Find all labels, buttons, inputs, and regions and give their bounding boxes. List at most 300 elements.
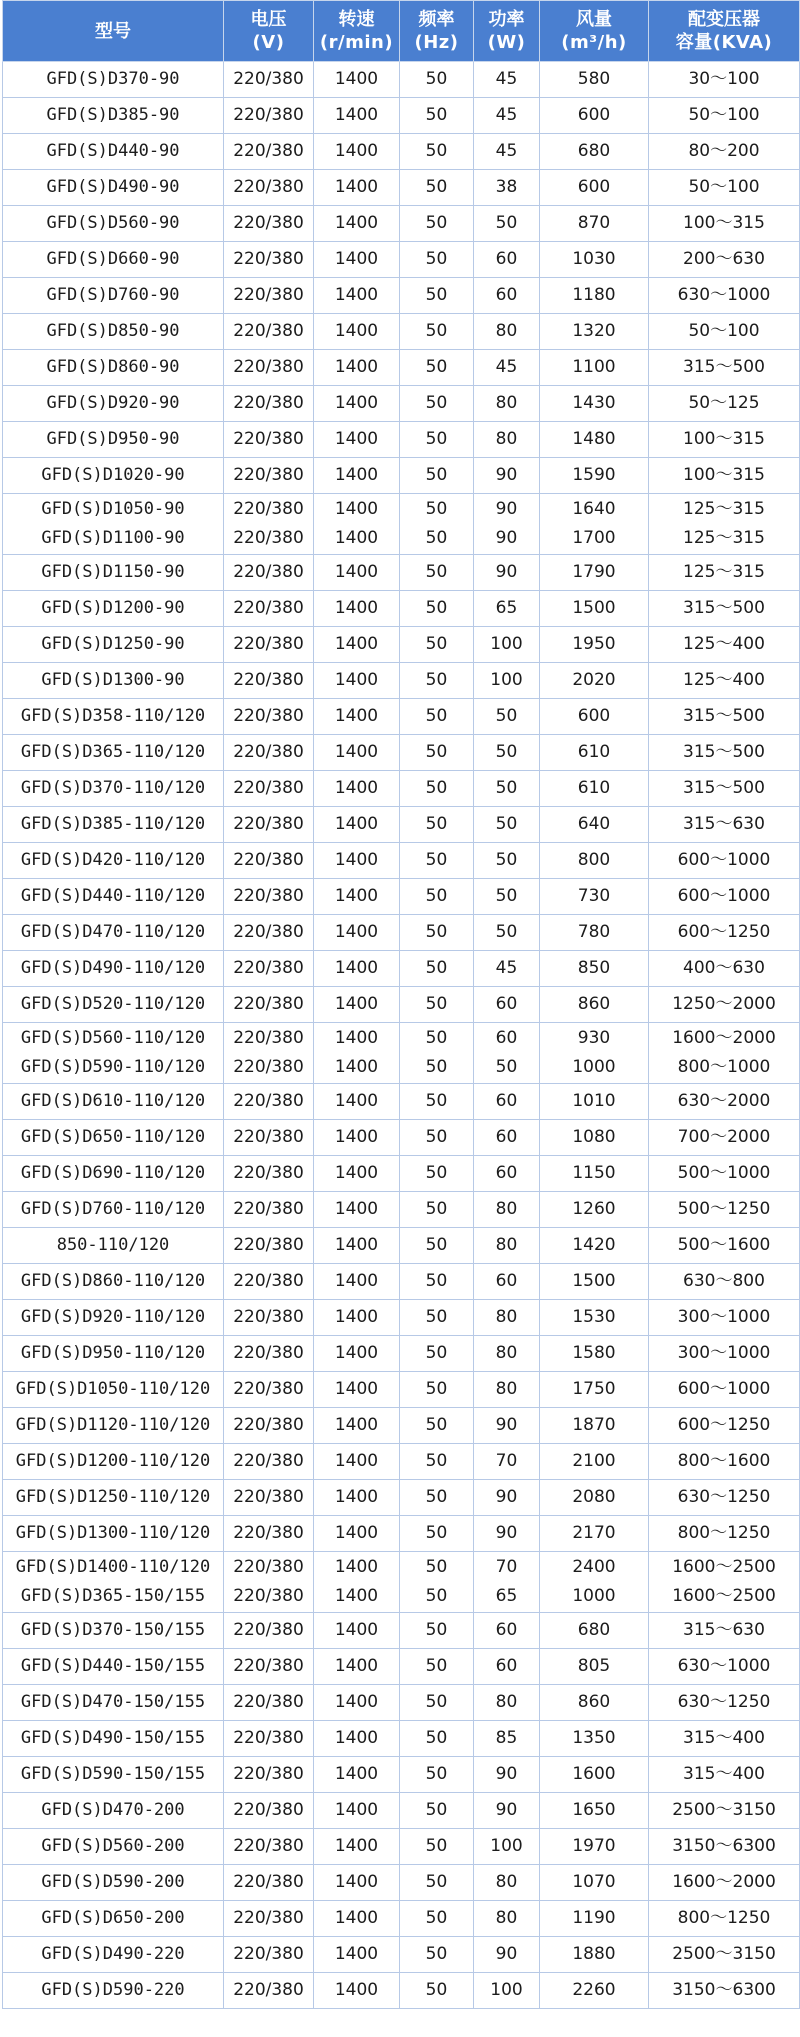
cell-text: 1400 (334, 1800, 379, 1820)
table-row (3, 206, 800, 242)
cell-text: 315～500 (683, 598, 765, 618)
spec-table (2, 0, 800, 2009)
cell-text: 220/380 (233, 922, 304, 942)
cell-text: 1400 (334, 1271, 379, 1291)
cell-text: 125～315 (683, 499, 765, 519)
cell-text: 2500～3150 (672, 1800, 776, 1820)
header-voltage (224, 1, 314, 62)
cell-text: 100～315 (683, 429, 765, 449)
cell-text: 1400 (334, 528, 379, 548)
cell-text: 90 (495, 1944, 518, 1964)
header-airflow (540, 1, 649, 62)
airflow-cell (540, 951, 649, 987)
frequency-cell (400, 1516, 474, 1552)
cell-text: 315～500 (683, 706, 765, 726)
cell-text: 50 (425, 1307, 448, 1327)
cell-text: 630～1250 (677, 1692, 771, 1712)
power-cell (474, 206, 540, 242)
cell-text: 45 (495, 105, 518, 125)
cell-text: 220/380 (233, 1451, 304, 1471)
model-cell (3, 987, 224, 1023)
frequency-cell (400, 915, 474, 951)
cell-text: 125～315 (683, 562, 765, 582)
airflow-cell (540, 1901, 649, 1937)
frequency-cell (400, 1613, 474, 1649)
cell-text: 50 (425, 249, 448, 269)
speed-cell (314, 1156, 400, 1192)
power-cell (474, 98, 540, 134)
cell-text: 38 (495, 177, 518, 197)
frequency-cell (400, 98, 474, 134)
cell-text: 65 (495, 598, 518, 618)
cell-text: 80 (495, 1692, 518, 1712)
transformer-cell (649, 1901, 800, 1937)
model-cell (3, 1937, 224, 1973)
power-cell (474, 1516, 540, 1552)
cell-text: 50 (425, 598, 448, 618)
transformer-cell (649, 242, 800, 278)
airflow-cell (540, 915, 649, 951)
airflow-cell (540, 1865, 649, 1901)
power-cell (474, 1685, 540, 1721)
voltage-cell (224, 735, 314, 771)
header-model (3, 1, 224, 62)
cell-text: GFD(S)D860-110/120 (20, 1271, 206, 1291)
cell-text: 600～1250 (677, 922, 771, 942)
cell-text: 50 (425, 922, 448, 942)
table-row (3, 1300, 800, 1336)
airflow-cell (540, 735, 649, 771)
cell-text: 870 (577, 213, 611, 233)
model-cell (3, 1516, 224, 1552)
table-row (3, 771, 800, 807)
transformer-cell (649, 62, 800, 98)
cell-text: 50 (425, 958, 448, 978)
cell-text: GFD(S)D470-110/120 (20, 922, 206, 942)
cell-text: 50 (425, 634, 448, 654)
table-row (3, 242, 800, 278)
speed-cell (314, 242, 400, 278)
power-cell (474, 422, 540, 458)
transformer-cell (649, 1336, 800, 1372)
cell-text: 860 (577, 994, 611, 1014)
frequency-cell (400, 1937, 474, 1973)
cell-text: GFD(S)D1400-110/120 (15, 1557, 211, 1577)
voltage-cell (224, 1336, 314, 1372)
cell-text: 70 (495, 1557, 518, 1577)
power-cell (474, 915, 540, 951)
cell-text: 50 (425, 1692, 448, 1712)
model-cell (3, 1757, 224, 1793)
airflow-cell (540, 278, 649, 314)
cell-text: 1400 (334, 634, 379, 654)
cell-text: 60 (495, 1028, 518, 1048)
cell-text: 1400 (334, 1379, 379, 1399)
model-cell (3, 1649, 224, 1685)
cell-text: 60 (495, 1271, 518, 1291)
cell-text: GFD(S)D860-90 (46, 357, 180, 377)
speed-cell (314, 1901, 400, 1937)
cell-text: 600 (577, 177, 611, 197)
model-cell (3, 1721, 224, 1757)
voltage-cell (224, 1793, 314, 1829)
frequency-cell (400, 843, 474, 879)
cell-text: GFD(S)D365-110/120 (20, 742, 206, 762)
airflow-cell (540, 1793, 649, 1829)
table-row (3, 1793, 800, 1829)
header-frequency-unit: (Hz) (414, 32, 459, 53)
cell-text: 125～315 (683, 528, 765, 548)
cell-text: 50 (425, 1764, 448, 1784)
voltage-cell (224, 1757, 314, 1793)
airflow-cell (540, 771, 649, 807)
header-speed (314, 1, 400, 62)
transformer-cell (649, 1444, 800, 1480)
cell-text: 100～315 (683, 465, 765, 485)
cell-text: 1400 (334, 706, 379, 726)
cell-text: 1400 (334, 393, 379, 413)
cell-text: 610 (577, 742, 611, 762)
cell-text: 1400 (334, 1836, 379, 1856)
power-cell (474, 951, 540, 987)
model-cell (3, 1444, 224, 1480)
cell-text: 220/380 (233, 1379, 304, 1399)
transformer-cell (649, 98, 800, 134)
cell-text: 90 (495, 1415, 518, 1435)
cell-text: 1750 (572, 1379, 616, 1399)
cell-text: 60 (495, 249, 518, 269)
cell-text: 50 (425, 1523, 448, 1543)
cell-text: GFD(S)D1250-90 (41, 634, 185, 654)
cell-text: 70 (495, 1451, 518, 1471)
cell-text: 1400 (334, 1586, 379, 1606)
table-row (3, 1023, 800, 1084)
frequency-cell (400, 771, 474, 807)
frequency-cell (400, 1264, 474, 1300)
cell-text: 60 (495, 285, 518, 305)
speed-cell (314, 98, 400, 134)
cell-text: 50 (425, 1728, 448, 1748)
voltage-cell (224, 663, 314, 699)
frequency-cell (400, 1192, 474, 1228)
cell-text: GFD(S)D920-110/120 (20, 1307, 206, 1327)
power-cell (474, 1264, 540, 1300)
airflow-cell (540, 1156, 649, 1192)
speed-cell (314, 1228, 400, 1264)
cell-text: GFD(S)D365-150/155 (20, 1586, 206, 1606)
voltage-cell (224, 242, 314, 278)
voltage-cell (224, 1444, 314, 1480)
cell-text: 50 (495, 922, 518, 942)
transformer-cell (649, 1023, 800, 1084)
cell-text: 1790 (572, 562, 616, 582)
table-row (3, 278, 800, 314)
frequency-cell (400, 1901, 474, 1937)
airflow-cell (540, 1721, 649, 1757)
cell-text: 1400 (334, 141, 379, 161)
transformer-cell (649, 1829, 800, 1865)
cell-text: 220/380 (233, 706, 304, 726)
cell-text: 1580 (572, 1343, 616, 1363)
model-cell (3, 422, 224, 458)
transformer-cell (649, 278, 800, 314)
header-speed-unit: (r/min) (319, 32, 394, 53)
table-row (3, 62, 800, 98)
cell-text: 90 (495, 1523, 518, 1543)
frequency-cell (400, 314, 474, 350)
transformer-cell (649, 699, 800, 735)
cell-text: 220/380 (233, 562, 304, 582)
cell-text: 220/380 (233, 958, 304, 978)
power-cell (474, 987, 540, 1023)
cell-text: GFD(S)D370-90 (46, 69, 180, 89)
cell-text: 2500～3150 (672, 1944, 776, 1964)
cell-text: 50～100 (688, 321, 760, 341)
frequency-cell (400, 1444, 474, 1480)
cell-text: 805 (577, 1656, 611, 1676)
cell-text: 930 (577, 1028, 611, 1048)
cell-text: 80 (495, 1343, 518, 1363)
cell-text: 50 (425, 850, 448, 870)
cell-text: 1500 (572, 598, 616, 618)
voltage-cell (224, 1685, 314, 1721)
model-cell (3, 1901, 224, 1937)
cell-text: 220/380 (233, 1764, 304, 1784)
voltage-cell (224, 1721, 314, 1757)
cell-text: 1400 (334, 1127, 379, 1147)
cell-text: 1400 (334, 778, 379, 798)
speed-cell (314, 591, 400, 627)
cell-text: GFD(S)D1250-110/120 (15, 1487, 211, 1507)
cell-text: 50 (425, 1451, 448, 1471)
cell-text: 600～1000 (677, 886, 771, 906)
table-row (3, 1516, 800, 1552)
cell-text: 220/380 (233, 105, 304, 125)
cell-text: 60 (495, 1163, 518, 1183)
cell-text: 315～400 (683, 1728, 765, 1748)
header-frequency (400, 1, 474, 62)
cell-text: 1400 (334, 850, 379, 870)
cell-text: 220/380 (233, 321, 304, 341)
table-row (3, 1552, 800, 1613)
cell-text: 1400 (334, 1944, 379, 1964)
header-transformer-unit: 容量(KVA) (675, 32, 773, 53)
frequency-cell (400, 1084, 474, 1120)
model-cell (3, 1192, 224, 1228)
cell-text: 1260 (572, 1199, 616, 1219)
airflow-cell (540, 422, 649, 458)
model-cell (3, 350, 224, 386)
cell-text: 50 (495, 706, 518, 726)
model-cell (3, 735, 224, 771)
speed-cell (314, 735, 400, 771)
airflow-cell (540, 1937, 649, 1973)
header-row (3, 1, 800, 62)
cell-text: 700～2000 (677, 1127, 771, 1147)
cell-text: 1400 (334, 1091, 379, 1111)
cell-text: 220/380 (233, 1944, 304, 1964)
table-row (3, 1480, 800, 1516)
cell-text: 1590 (572, 465, 616, 485)
cell-text: GFD(S)D358-110/120 (20, 706, 206, 726)
power-cell (474, 386, 540, 422)
speed-cell (314, 1372, 400, 1408)
cell-text: 125～400 (683, 634, 765, 654)
frequency-cell (400, 1649, 474, 1685)
cell-text: 220/380 (233, 1557, 304, 1577)
cell-text: 315～630 (683, 1620, 765, 1640)
power-cell (474, 1793, 540, 1829)
cell-text: 1600 (572, 1764, 616, 1784)
cell-text: 50 (425, 213, 448, 233)
cell-text: 50 (425, 321, 448, 341)
header-transformer-label: 配变压器 (688, 9, 760, 30)
table-row (3, 627, 800, 663)
model-cell (3, 1685, 224, 1721)
voltage-cell (224, 206, 314, 242)
frequency-cell (400, 458, 474, 494)
cell-text: 220/380 (233, 1836, 304, 1856)
model-cell (3, 1865, 224, 1901)
voltage-cell (224, 771, 314, 807)
voltage-cell (224, 1408, 314, 1444)
power-cell (474, 843, 540, 879)
cell-text: 50 (425, 1487, 448, 1507)
cell-text: GFD(S)D1120-110/120 (15, 1415, 211, 1435)
airflow-cell (540, 1408, 649, 1444)
transformer-cell (649, 1480, 800, 1516)
frequency-cell (400, 1973, 474, 2009)
frequency-cell (400, 1120, 474, 1156)
speed-cell (314, 1865, 400, 1901)
cell-text: 100 (490, 670, 523, 690)
airflow-cell (540, 242, 649, 278)
transformer-cell (649, 314, 800, 350)
voltage-cell (224, 1023, 314, 1084)
cell-text: 60 (495, 1620, 518, 1640)
cell-text: 50 (425, 285, 448, 305)
header-voltage-label: 电压 (250, 9, 287, 30)
cell-text: 1400 (334, 1656, 379, 1676)
cell-text: 220/380 (233, 1872, 304, 1892)
cell-text: GFD(S)D370-110/120 (20, 778, 206, 798)
cell-text: 1640 (572, 499, 616, 519)
transformer-cell (649, 206, 800, 242)
cell-text: GFD(S)D385-90 (46, 105, 180, 125)
speed-cell (314, 1757, 400, 1793)
cell-text: 50 (425, 1057, 448, 1077)
frequency-cell (400, 1757, 474, 1793)
airflow-cell (540, 1023, 649, 1084)
table-row (3, 422, 800, 458)
frequency-cell (400, 1829, 474, 1865)
speed-cell (314, 1973, 400, 2009)
voltage-cell (224, 1372, 314, 1408)
cell-text: 680 (577, 1620, 611, 1640)
cell-text: GFD(S)D590-220 (41, 1980, 185, 2000)
transformer-cell (649, 1372, 800, 1408)
power-cell (474, 1973, 540, 2009)
speed-cell (314, 1480, 400, 1516)
cell-text: 80 (495, 429, 518, 449)
speed-cell (314, 350, 400, 386)
table-row (3, 663, 800, 699)
cell-text: GFD(S)D560-110/120 (20, 1028, 206, 1048)
frequency-cell (400, 1023, 474, 1084)
frequency-cell (400, 242, 474, 278)
model-cell (3, 242, 224, 278)
cell-text: 50 (425, 886, 448, 906)
voltage-cell (224, 350, 314, 386)
model-cell (3, 458, 224, 494)
voltage-cell (224, 1192, 314, 1228)
cell-text: 1480 (572, 429, 616, 449)
power-cell (474, 1937, 540, 1973)
frequency-cell (400, 627, 474, 663)
power-cell (474, 1372, 540, 1408)
cell-text: 220/380 (233, 1800, 304, 1820)
table-header (3, 1, 800, 62)
cell-text: 220/380 (233, 1487, 304, 1507)
power-cell (474, 1120, 540, 1156)
cell-text: 50 (425, 706, 448, 726)
cell-text: 850 (577, 958, 611, 978)
voltage-cell (224, 807, 314, 843)
power-cell (474, 1480, 540, 1516)
power-cell (474, 1408, 540, 1444)
cell-text: 630～1250 (677, 1487, 771, 1507)
cell-text: 630～800 (683, 1271, 765, 1291)
frequency-cell (400, 62, 474, 98)
cell-text: 220/380 (233, 1127, 304, 1147)
header-model-label: 型号 (95, 20, 131, 42)
cell-text: 1320 (572, 321, 616, 341)
cell-text: 1400 (334, 670, 379, 690)
power-cell (474, 1228, 540, 1264)
cell-text: 630～2000 (677, 1091, 771, 1111)
cell-text: 220/380 (233, 1728, 304, 1748)
speed-cell (314, 879, 400, 915)
cell-text: GFD(S)D590-200 (41, 1872, 185, 1892)
frequency-cell (400, 134, 474, 170)
power-cell (474, 242, 540, 278)
cell-text: 80 (495, 1199, 518, 1219)
cell-text: 500～1000 (677, 1163, 771, 1183)
cell-text: 85 (495, 1728, 518, 1748)
cell-text: 50 (425, 1091, 448, 1111)
airflow-cell (540, 1685, 649, 1721)
cell-text: 220/380 (233, 994, 304, 1014)
model-cell (3, 494, 224, 555)
airflow-cell (540, 1264, 649, 1300)
model-cell (3, 843, 224, 879)
table-row (3, 951, 800, 987)
transformer-cell (649, 1649, 800, 1685)
table-row (3, 1829, 800, 1865)
cell-text: 80 (495, 1908, 518, 1928)
frequency-cell (400, 1721, 474, 1757)
model-cell (3, 206, 224, 242)
power-cell (474, 170, 540, 206)
table-row (3, 458, 800, 494)
transformer-cell (649, 1613, 800, 1649)
cell-text: 1030 (572, 249, 616, 269)
model-cell (3, 98, 224, 134)
table-row (3, 1757, 800, 1793)
model-cell (3, 1372, 224, 1408)
airflow-cell (540, 1336, 649, 1372)
header-transformer (649, 1, 800, 62)
